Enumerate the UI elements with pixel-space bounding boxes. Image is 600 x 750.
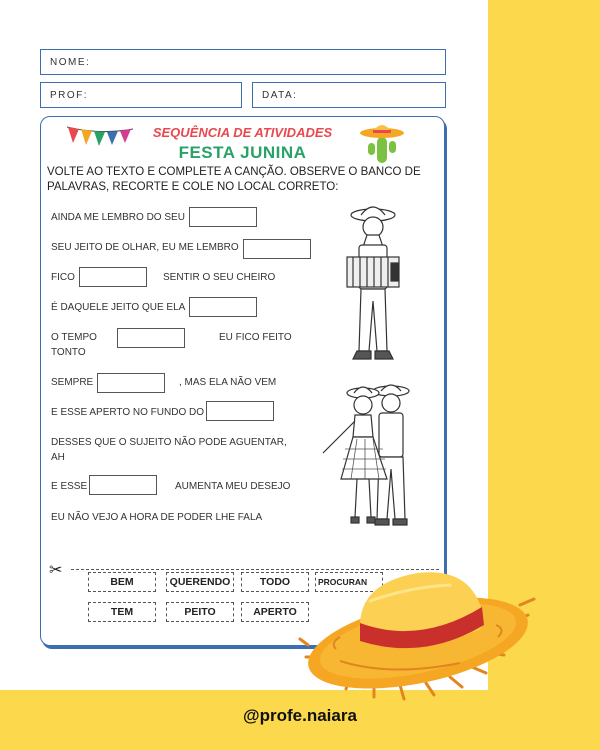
lyric-line-1: AINDA ME LEMBRO DO SEU: [51, 212, 185, 223]
lyric-line-10: AH: [51, 452, 65, 463]
lyric-line-2: SEU JEITO DE OLHAR, EU ME LEMBRO: [51, 242, 239, 253]
date-field[interactable]: [252, 82, 446, 108]
prof-label: PROF:: [50, 89, 89, 101]
straw-hat-icon: [300, 565, 540, 710]
instructions-text: VOLTE AO TEXTO E COMPLETE A CANÇÃO. OBSERVE O BANCO DE PALAVRAS, RECORTE E COLE NO LOCAL CORRETO:: [47, 166, 421, 193]
answer-blank-7[interactable]: [206, 401, 274, 421]
word-card-querendo[interactable]: QUERENDO: [166, 572, 234, 592]
answer-blank-3[interactable]: [79, 267, 147, 287]
lyric-line-11b: AUMENTA MEU DESEJO: [175, 481, 291, 492]
date-label: DATA:: [262, 89, 298, 101]
dancing-couple-illustration: [317, 379, 427, 545]
answer-blank-1[interactable]: [189, 207, 257, 227]
lyric-line-3a: FICO: [51, 272, 75, 283]
name-field[interactable]: [40, 49, 446, 75]
lyric-line-11a: E ESSE: [51, 481, 88, 492]
lyric-line-6: TONTO: [51, 347, 86, 358]
author-handle: @profe.naiara: [243, 706, 357, 725]
word-card-peito[interactable]: PEITO: [166, 602, 234, 622]
lyric-line-5b: EU FICO FEITO: [219, 332, 292, 343]
lyric-line-4: É DAQUELE JEITO QUE ELA: [51, 302, 186, 313]
name-label: NOME:: [50, 56, 91, 68]
answer-blank-4[interactable]: [189, 297, 257, 317]
lyric-line-8: E ESSE APERTO NO FUNDO DO: [51, 407, 204, 418]
activity-subtitle: FESTA JUNINA: [178, 143, 307, 162]
cactus-sombrero-icon: [359, 119, 407, 165]
word-card-procuran[interactable]: PROCURAN: [315, 572, 383, 592]
answer-blank-8[interactable]: [89, 475, 157, 495]
lyric-line-12: EU NÃO VEJO A HORA DE PODER LHE FALA: [51, 512, 263, 523]
word-card-aperto[interactable]: APERTO: [241, 602, 309, 622]
scissors-icon: ✂: [49, 562, 63, 579]
lyric-line-7a: SEMPRE: [51, 377, 94, 388]
word-card-todo[interactable]: TODO: [241, 572, 309, 592]
word-card-tem[interactable]: TEM: [88, 602, 156, 622]
activity-title: SEQUÊNCIA DE ATIVIDADES: [152, 125, 333, 140]
lyric-line-3b: SENTIR O SEU CHEIRO: [163, 272, 276, 283]
word-card-bem[interactable]: BEM: [88, 572, 156, 592]
answer-blank-5[interactable]: [117, 328, 185, 348]
lyric-line-9: DESSES QUE O SUJEITO NÃO PODE AGUENTAR,: [51, 437, 287, 448]
prof-field[interactable]: [40, 82, 242, 108]
accordion-player-illustration: [333, 201, 413, 377]
lyric-line-7b: , MAS ELA NÃO VEM: [179, 377, 277, 388]
answer-blank-6[interactable]: [97, 373, 165, 393]
lyric-line-5a: O TEMPO: [51, 332, 97, 343]
answer-blank-2[interactable]: [243, 239, 311, 259]
